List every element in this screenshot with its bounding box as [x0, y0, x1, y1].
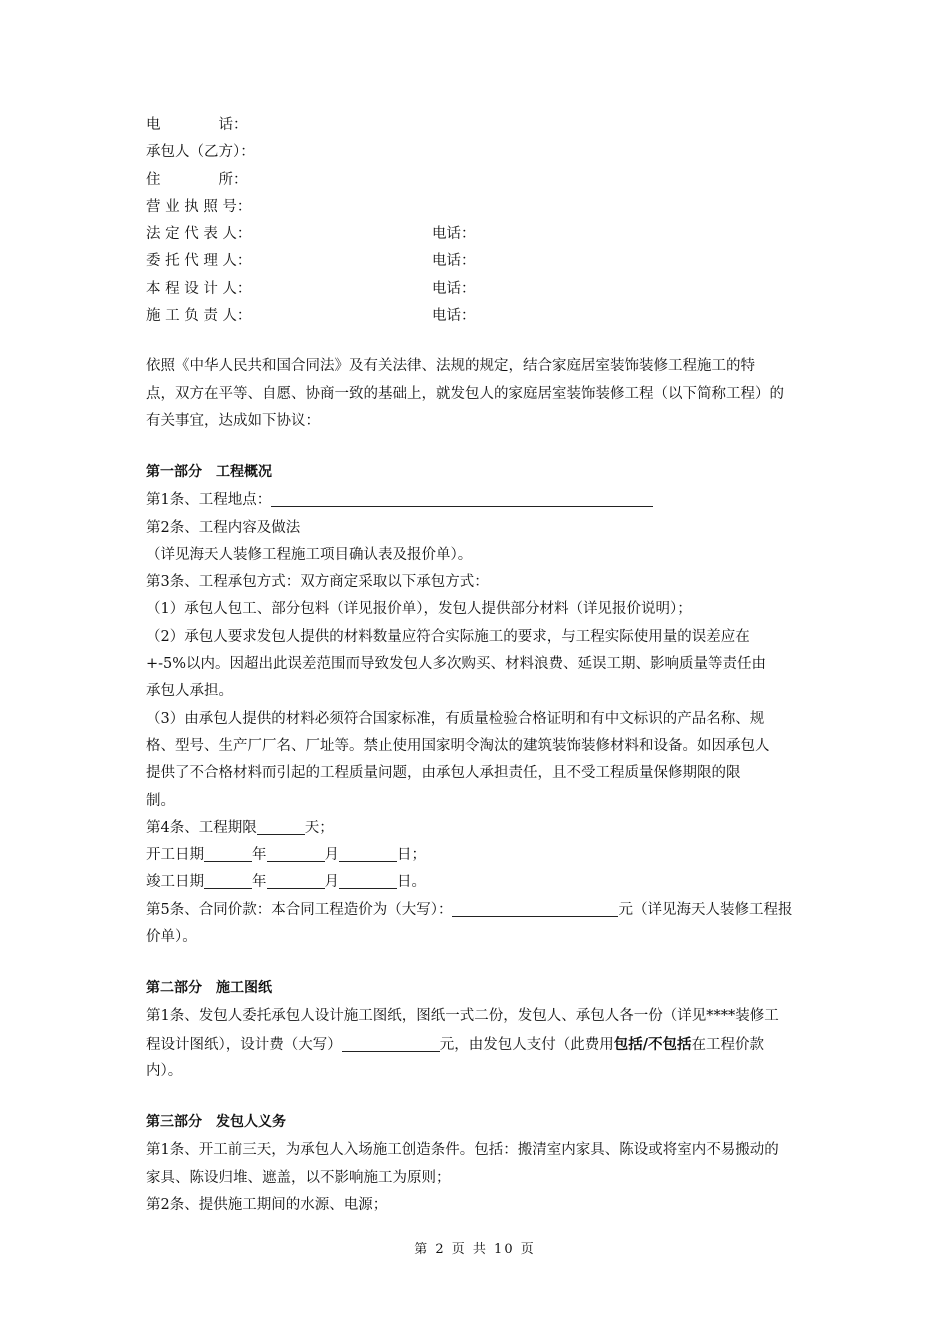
- agent-row: [146, 248, 810, 275]
- article-5-price: [146, 897, 810, 924]
- spacer: [146, 951, 810, 973]
- phone-field: 电 话：: [146, 117, 248, 133]
- finish-year-blank: [204, 870, 252, 889]
- part3-title: 第三部分 发包人义务: [146, 1114, 286, 1131]
- article-3-item2-line: 承包人承担。: [146, 683, 233, 700]
- article-4-duration: [146, 815, 810, 842]
- design-fee-tail: 在工程价款: [691, 1036, 765, 1053]
- include-exclude-option: 包括/不包括: [613, 1035, 692, 1053]
- spacer: [146, 1085, 810, 1107]
- part2-line: [146, 1031, 810, 1058]
- designer-phone-label: 电话：: [432, 280, 476, 297]
- designer-label: 本 程 设 计 人：: [146, 280, 252, 297]
- article-5-line2: 价单）。: [146, 929, 197, 946]
- spacer: [146, 435, 810, 457]
- designer-row: [146, 276, 810, 303]
- finish-day-blank: [339, 870, 397, 889]
- finish-date-row: [146, 869, 810, 896]
- agent-label: 委 托 代 理 人：: [146, 253, 252, 270]
- part3-line: 第1条、开工前三天，为承包人入场施工创造条件。包括：搬清室内家具、陈设或将室内不易搬动的: [146, 1142, 779, 1159]
- intro-line: 点，双方在平等、自愿、协商一致的基础上，就发包人的家庭居室装饰装修工程（以下简称工程）的: [146, 385, 784, 402]
- part1-title: 第一部分 工程概况: [146, 464, 272, 481]
- price-blank: [452, 898, 618, 917]
- address-field: 住 所：: [146, 171, 248, 188]
- day-label: 日；: [397, 847, 426, 864]
- part3-line: 第2条、提供施工期间的水源、电源；: [146, 1196, 388, 1213]
- legal-rep-label: 法 定 代 表 人：: [146, 226, 252, 243]
- location-blank: [271, 488, 653, 507]
- start-month-blank: [267, 843, 325, 862]
- duration-label: 第4条、工程期限: [146, 819, 257, 836]
- design-fee-label: 程设计图纸），设计费（大写）: [146, 1036, 342, 1053]
- article-3-item3-line: 格、型号、生产厂厂名、厂址等。禁止使用国家明令淘汰的建筑装饰装修材料和设备。如因承包人: [146, 737, 770, 754]
- article-3-item3-line: （3）由承包人提供的材料必须符合国家标准，有质量检验合格证明和有中文标识的产品名称、规: [146, 710, 765, 727]
- price-label: 第5条、合同价款：本合同工程造价为（大写）：: [146, 901, 453, 918]
- manager-label: 施 工 负 责 人：: [146, 308, 252, 325]
- price-suffix: 元（详见海天人装修工程报: [618, 901, 793, 918]
- day-label: 日。: [397, 874, 426, 891]
- part2-line: 内）。: [146, 1062, 183, 1079]
- article-1-location: [146, 487, 810, 514]
- finish-date-label: 竣工日期: [146, 874, 204, 891]
- article-2: 第2条、工程内容及做法: [146, 519, 301, 536]
- start-year-blank: [204, 843, 252, 862]
- intro-line: 有关事宜，达成如下协议：: [146, 412, 320, 429]
- intro-line: 依照《中华人民共和国合同法》及有关法律、法规的规定，结合家庭居室装饰装修工程施工的特: [146, 358, 755, 375]
- legal-rep-row: [146, 221, 810, 248]
- month-label: 月: [324, 874, 339, 891]
- part2-title: 第二部分 施工图纸: [146, 980, 272, 997]
- part3-line: 家具、陈设归堆、遮盖，以不影响施工为原则；: [146, 1169, 451, 1186]
- contractor-field: 承包人（乙方）：: [146, 144, 255, 161]
- duration-blank: [257, 816, 305, 835]
- start-date-label: 开工日期: [146, 847, 204, 864]
- legal-rep-phone-label: 电话：: [432, 226, 476, 243]
- location-label: 第1条、工程地点：: [146, 492, 272, 509]
- article-3-item1: （1）承包人包工、部分包料（详见报价单），发包人提供部分材料（详见报价说明）；: [146, 601, 692, 618]
- article-3: 第3条、工程承包方式：双方商定采取以下承包方式：: [146, 574, 489, 591]
- month-label: 月: [324, 847, 339, 864]
- page-footer: 第 2 页 共 10 页: [414, 1242, 536, 1257]
- agent-phone-label: 电话：: [432, 253, 476, 270]
- article-3-item3-line: 提供了不合格材料而引起的工程质量问题，由承包人承担责任，且不受工程质量保修期限的限: [146, 765, 741, 782]
- design-fee-blank: [342, 1033, 440, 1052]
- article-3-item2-line: +-5%以内。因超出此误差范围而导致发包人多次购买、材料浪费、延误工期、影响质量等责任由: [146, 656, 767, 673]
- part2-line: 第1条、发包人委托承包人设计施工图纸，图纸一式二份，发包人、承包人各一份（详见****装修工: [146, 1008, 779, 1025]
- start-date-row: [146, 842, 810, 869]
- article-3-item3-line: 制。: [146, 792, 175, 809]
- year-label: 年: [252, 874, 267, 891]
- year-label: 年: [252, 847, 267, 864]
- duration-unit: 天；: [304, 819, 334, 836]
- design-fee-suffix: 元，由发包人支付（此费用: [439, 1036, 614, 1053]
- article-3-item2-line: （2）承包人要求发包人提供的材料数量应符合实际施工的要求，与工程实际使用量的误差应在: [146, 628, 750, 645]
- finish-month-blank: [267, 870, 325, 889]
- manager-row: [146, 303, 810, 330]
- contract-page: [146, 112, 810, 1219]
- article-2-note: （详见海天人装修工程施工项目确认表及报价单）。: [146, 546, 473, 563]
- start-day-blank: [339, 843, 397, 862]
- manager-phone-label: 电话：: [432, 308, 476, 325]
- spacer: [146, 330, 810, 353]
- license-field: 营 业 执 照 号：: [146, 198, 252, 215]
